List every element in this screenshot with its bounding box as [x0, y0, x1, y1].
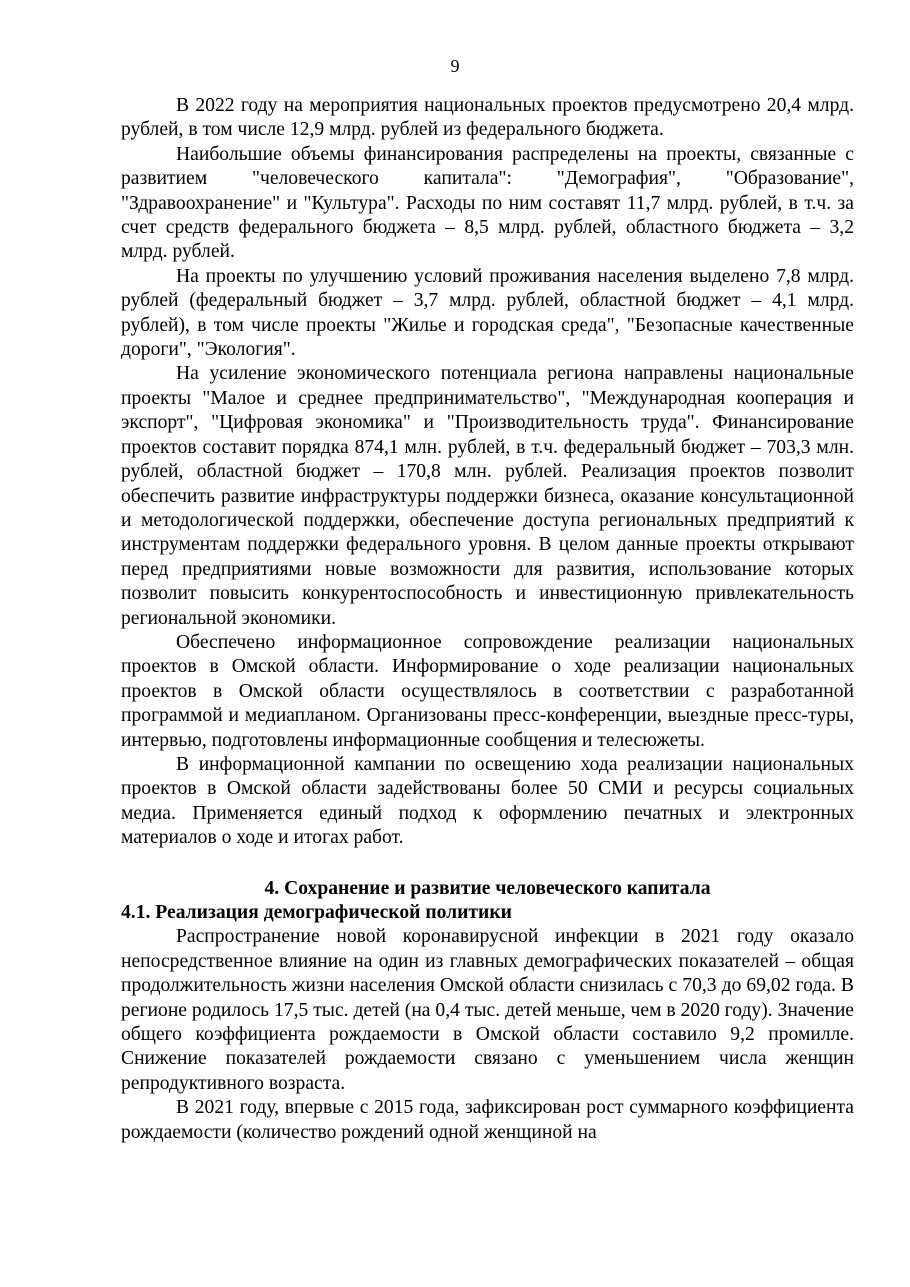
paragraph: На проекты по улучшению условий проживания населения выделено 7,8 млрд. рублей (федеральный бюджет – 3,7 млрд. рублей, областной бюджет – 4,1 млрд. рублей), в том числе проекты "Жилье и городская среда", "Безопасные качественные дороги", "Экология".: [121, 265, 854, 361]
section-heading: 4. Сохранение и развитие человеческого капитала: [264, 877, 711, 899]
document-body: [121, 94, 854, 1145]
paragraph: В 2022 году на мероприятия национальных проектов предусмотрено 20,4 млрд. рублей, в том числе 12,9 млрд. рублей из федерального бюджета.: [121, 95, 854, 141]
paragraph: Наибольшие объемы финансирования распределены на проекты, связанные с развитием "человеческого капитала": "Демография", "Образование", "Здравоохранение" и "Культура". Расходы по ним составят 11,7 млрд. рублей, в т.ч. за счет средств федерального бюджета – 8,5 млрд. рублей, областного бюджета – 3,2 млрд. рублей.: [121, 143, 854, 263]
paragraph: В информационной кампании по освещению хода реализации национальных проектов в Омской области задействованы более 50 СМИ и ресурсы социальных медиа. Применяется единый подход к оформлению печатных и электронных материалов о ходе и итогах работ.: [121, 753, 854, 849]
paragraph: В 2021 году, впервые с 2015 года, зафиксирован рост суммарного коэффициента рождаемости (количество рождений одной женщиной на: [121, 1097, 854, 1143]
paragraph: На усиление экономического потенциала региона направлены национальные проекты "Малое и среднее предпринимательство", "Международная кооперация и экспорт", "Цифровая экономика" и "Производительность труда". Финансирование проектов составит порядка 874,1 млн. рублей, в т.ч. федеральный бюджет – 703,3 млн. рублей, областной бюджет – 170,8 млн. рублей. Реализация проектов позволит обеспечить развитие инфраструктуры поддержки бизнеса, оказание консультационной и методологической поддержки, обеспечение доступа региональных предприятий к инструментам поддержки федерального уровня. В целом данные проекты открывают перед предприятиями новые возможности для развития, использование которых позволит повысить конкурентоспособность и инвестиционную привлекательность региональной экономики.: [121, 363, 854, 629]
page-number: 9: [450, 56, 460, 76]
subsection-heading: 4.1. Реализация демографической политики: [121, 902, 512, 923]
paragraph: Распространение новой коронавирусной инфекции в 2021 году оказало непосредственное влияние на один из главных демографических показателей – общая продолжительность жизни населения Омской области снизилась с 70,3 до 69,02 года. В регионе родилось 17,5 тыс. детей (на 0,4 тыс. детей меньше, чем в 2020 году). Значение общего коэффициента рождаемости в Омской области составило 9,2 промилле. Снижение показателей рождаемости связано с уменьшением числа женщин репродуктивного возраста.: [121, 926, 854, 1094]
paragraph: Обеспечено информационное сопровождение реализации национальных проектов в Омской области. Информирование о ходе реализации национальных проектов в Омской области осуществлялось в соответствии с разработанной программой и медиапланом. Организованы пресс-конференции, выездные пресс-туры, интервью, подготовлены информационные сообщения и телесюжеты.: [121, 631, 854, 751]
